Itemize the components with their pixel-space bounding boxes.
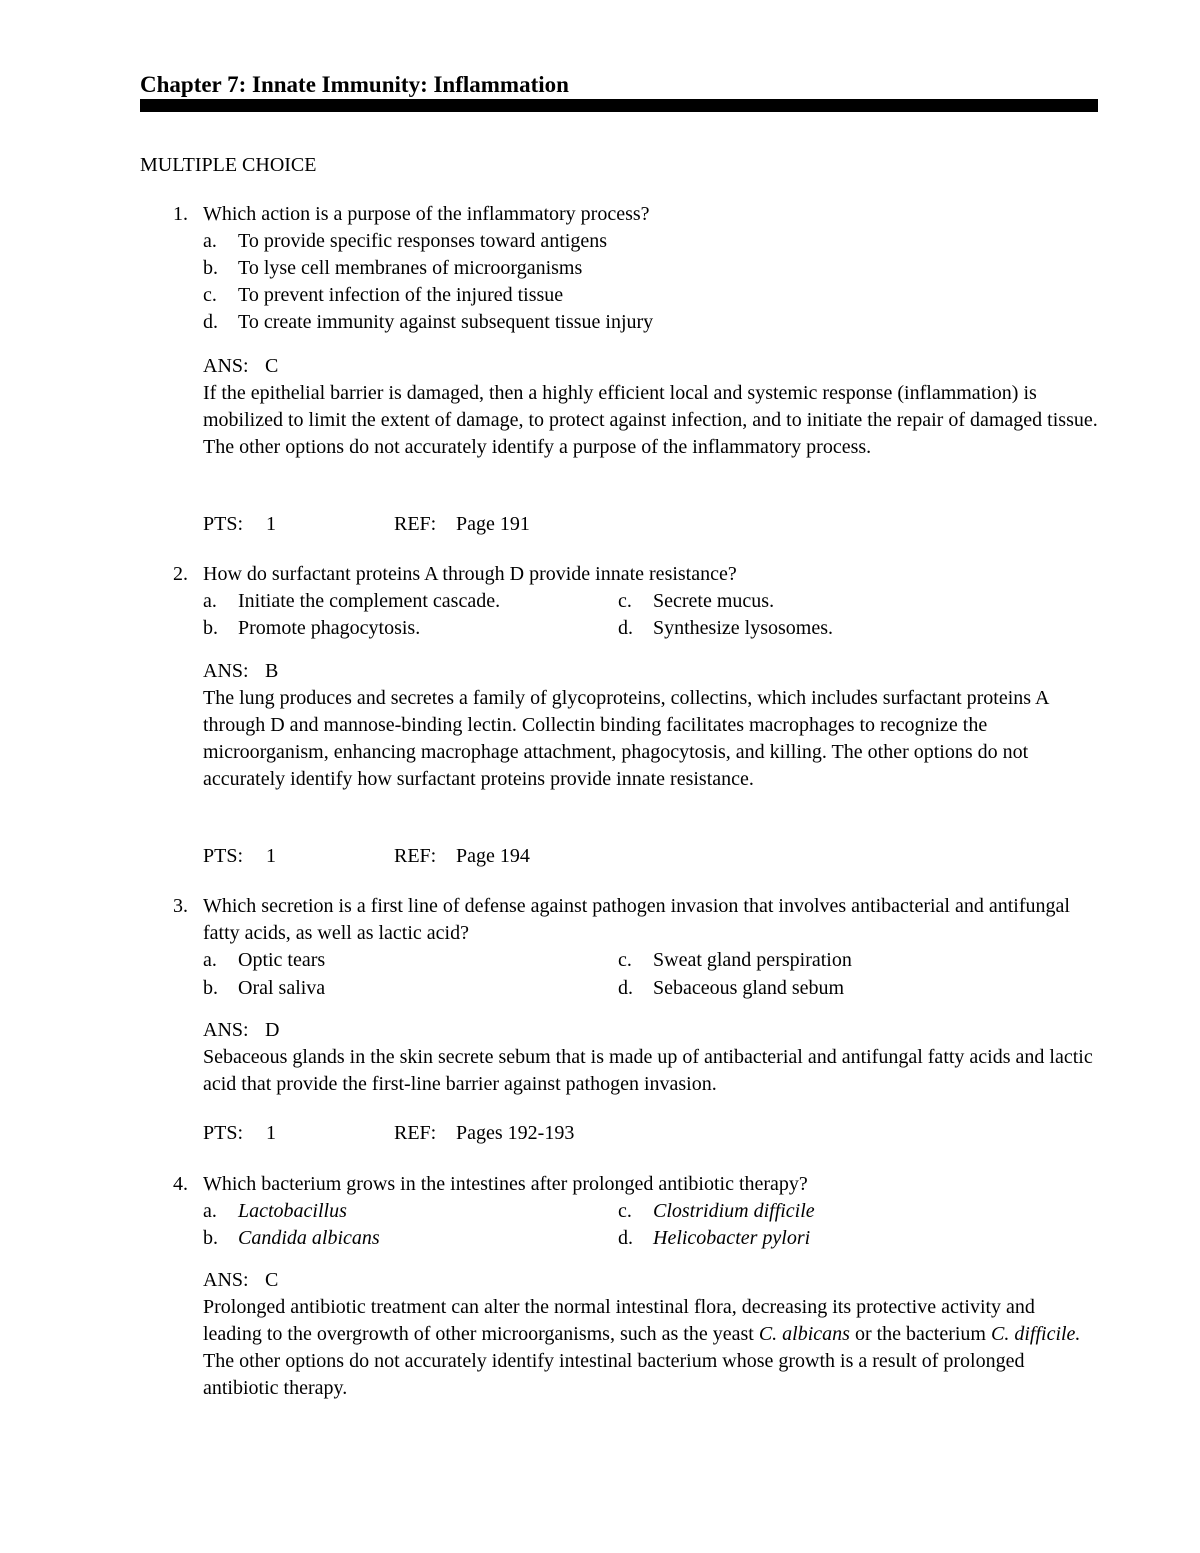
ans-label: ANS: bbox=[203, 1269, 249, 1291]
question-meta bbox=[203, 1120, 574, 1147]
rationale-text: The other options do not accurately identify intestinal bacterium whose growth is a result of prolonged antibiotic therapy. bbox=[203, 1350, 1025, 1399]
answer-value: C bbox=[265, 1269, 279, 1291]
option-letter: a. bbox=[203, 230, 217, 252]
answer-rationale bbox=[203, 1294, 1098, 1402]
option-text: Initiate the complement cascade. bbox=[238, 590, 501, 612]
question-number: 1. bbox=[173, 203, 188, 225]
option-c bbox=[203, 282, 563, 309]
option-text: Oral saliva bbox=[238, 977, 326, 999]
pts-value: 1 bbox=[266, 845, 276, 867]
option-letter: b. bbox=[203, 617, 218, 639]
option-letter: b. bbox=[203, 1227, 218, 1249]
option-letter: d. bbox=[618, 617, 633, 639]
ref-value: Page 194 bbox=[456, 845, 530, 867]
option-text: Promote phagocytosis. bbox=[238, 617, 421, 639]
ans-label: ANS: bbox=[203, 660, 249, 682]
option-a bbox=[203, 947, 325, 974]
question-number: 2. bbox=[173, 563, 188, 585]
answer-rationale: Sebaceous glands in the skin secrete sebum that is made up of antibacterial and antifungal fatty acids and lactic acid that provide the first-line barrier against pathogen invasion. bbox=[203, 1046, 1093, 1095]
option-letter: c. bbox=[203, 284, 217, 306]
option-letter: d. bbox=[618, 1227, 633, 1249]
option-letter: c. bbox=[618, 1200, 632, 1222]
option-letter: d. bbox=[618, 977, 633, 999]
option-text: Candida albicans bbox=[238, 1227, 380, 1249]
option-text: To provide specific responses toward antigens bbox=[238, 230, 608, 252]
option-b bbox=[203, 1225, 380, 1252]
ref-label: REF: bbox=[394, 845, 437, 867]
option-text: Sweat gland perspiration bbox=[653, 949, 852, 971]
chapter-title: Chapter 7: Innate Immunity: Inflammation bbox=[140, 72, 569, 97]
answer-rationale: If the epithelial barrier is damaged, then a highly efficient local and systemic response (inflammation) is mobilized to limit the extent of damage, to protect against infection, and to initiate the repair of damaged tissue. The other options do not accurately identify a purpose of the inflammatory process. bbox=[203, 382, 1098, 458]
answer-value: B bbox=[265, 660, 279, 682]
pts-label: PTS: bbox=[203, 845, 244, 867]
option-c bbox=[618, 1198, 815, 1225]
question-stem: Which action is a purpose of the inflammatory process? bbox=[203, 203, 650, 225]
pts-label: PTS: bbox=[203, 513, 244, 535]
option-text: Sebaceous gland sebum bbox=[653, 977, 845, 999]
question-number: 3. bbox=[173, 895, 188, 917]
option-b bbox=[203, 615, 420, 642]
option-a bbox=[203, 1198, 347, 1225]
option-d bbox=[203, 309, 653, 336]
question-meta bbox=[203, 511, 530, 538]
ref-value: Page 191 bbox=[456, 513, 530, 535]
ref-value: Pages 192-193 bbox=[456, 1122, 575, 1144]
option-text: To prevent infection of the injured tissue bbox=[238, 284, 564, 306]
rationale-text: Prolonged antibiotic treatment can alter the normal intestinal flora, decreasing its protective activity and leading to the overgrowth of other microorganisms, such as the yeast bbox=[203, 1296, 1035, 1345]
option-text: Secrete mucus. bbox=[653, 590, 775, 612]
answer-rationale: The lung produces and secretes a family of glycoproteins, collectins, which includes surfactant proteins A through D and mannose-binding lectin. Collectin binding facilitates macrophages to recognize the microorganism, enhancing macrophage attachment, phagocytosis, and killing. The other options do not accurately identify how surfactant proteins provide innate resistance. bbox=[203, 687, 1049, 790]
option-b bbox=[203, 975, 325, 1002]
pts-value: 1 bbox=[266, 513, 276, 535]
option-letter: d. bbox=[203, 311, 218, 333]
option-d bbox=[618, 1225, 810, 1252]
option-text: Clostridium difficile bbox=[653, 1200, 815, 1222]
option-letter: b. bbox=[203, 977, 218, 999]
option-text: Optic tears bbox=[238, 949, 326, 971]
question-stem: Which bacterium grows in the intestines after prolonged antibiotic therapy? bbox=[203, 1173, 808, 1195]
question-meta bbox=[203, 843, 530, 870]
rationale-italic: C. difficile. bbox=[991, 1323, 1081, 1345]
option-d bbox=[618, 615, 833, 642]
option-letter: a. bbox=[203, 590, 217, 612]
option-text: Lactobacillus bbox=[238, 1200, 347, 1222]
ref-label: REF: bbox=[394, 1122, 437, 1144]
answer-key bbox=[203, 353, 278, 380]
option-text: To lyse cell membranes of microorganisms bbox=[238, 257, 583, 279]
rationale-italic: C. albicans bbox=[758, 1323, 850, 1345]
answer-value: C bbox=[265, 355, 279, 377]
pts-label: PTS: bbox=[203, 1122, 244, 1144]
option-c bbox=[618, 947, 852, 974]
section-heading: MULTIPLE CHOICE bbox=[140, 154, 317, 176]
answer-key bbox=[203, 1017, 279, 1044]
answer-key bbox=[203, 1267, 278, 1294]
ref-label: REF: bbox=[394, 513, 437, 535]
option-b bbox=[203, 255, 582, 282]
pts-value: 1 bbox=[266, 1122, 276, 1144]
option-letter: b. bbox=[203, 257, 218, 279]
option-letter: a. bbox=[203, 949, 217, 971]
ans-label: ANS: bbox=[203, 1019, 249, 1041]
title-rule bbox=[140, 99, 1098, 112]
option-text: Helicobacter pylori bbox=[653, 1227, 811, 1249]
option-d bbox=[618, 975, 844, 1002]
question-number: 4. bbox=[173, 1173, 188, 1195]
option-a bbox=[203, 228, 607, 255]
option-c bbox=[618, 588, 774, 615]
rationale-text: or the bacterium bbox=[849, 1323, 991, 1345]
answer-key bbox=[203, 658, 278, 685]
option-letter: c. bbox=[618, 949, 632, 971]
option-letter: c. bbox=[618, 590, 632, 612]
answer-value: D bbox=[265, 1019, 280, 1041]
option-a bbox=[203, 588, 500, 615]
option-letter: a. bbox=[203, 1200, 217, 1222]
question-stem: How do surfactant proteins A through D provide innate resistance? bbox=[203, 563, 737, 585]
question-stem: Which secretion is a first line of defense against pathogen invasion that involves antibacterial and antifungal fatty acids, as well as lactic acid? bbox=[203, 895, 1070, 944]
ans-label: ANS: bbox=[203, 355, 249, 377]
option-text: To create immunity against subsequent tissue injury bbox=[238, 311, 654, 333]
option-text: Synthesize lysosomes. bbox=[653, 617, 833, 639]
